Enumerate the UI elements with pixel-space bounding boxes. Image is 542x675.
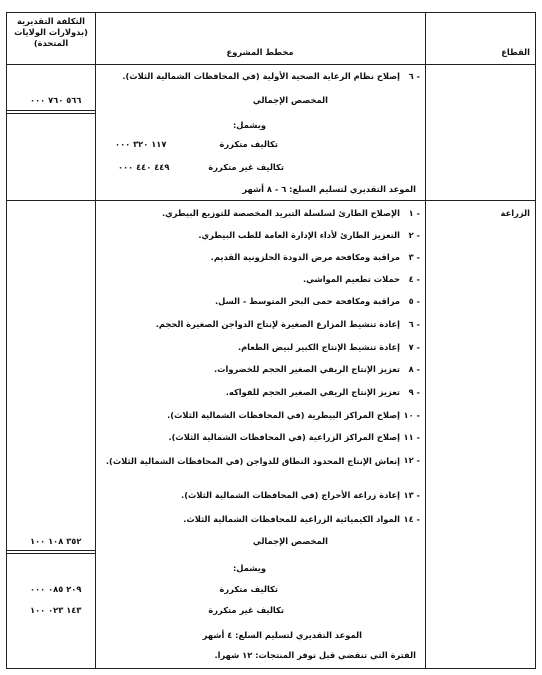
- includes-label: ويشمل:: [232, 563, 266, 573]
- recurring-label: تكاليف متكررة: [219, 584, 278, 594]
- item-text: تعزيز الإنتاج الريفي الصغير الحجم للفواكه.: [225, 387, 400, 397]
- nonrecurring-label: تكاليف غير متكررة: [208, 605, 284, 615]
- item-number: ١٣ -: [403, 490, 420, 500]
- item-number: ٣ -: [408, 252, 420, 262]
- item-number: ٧ -: [408, 342, 420, 352]
- item-number: ١٤ -: [403, 514, 420, 524]
- item-number: ٦ -: [408, 71, 420, 81]
- recurring-value: ١١٧ ٣٢٠ ٠٠٠: [115, 139, 167, 149]
- recurring-label: تكاليف متكررة: [219, 139, 278, 149]
- item-number: ٦ -: [408, 319, 420, 329]
- table-top-border: [6, 12, 536, 13]
- item-number: ١٢ -: [403, 455, 420, 465]
- header-cost-line: (بدولارات الولايات: [14, 27, 88, 37]
- table-bottom-border: [6, 668, 536, 669]
- sector-column-border: [425, 12, 426, 669]
- item-number: ٤ -: [408, 274, 420, 284]
- table-right-border: [535, 12, 536, 669]
- cost-total-underline: [6, 553, 96, 554]
- sector-name: الزراعة: [500, 208, 530, 218]
- cost-total-underline: [6, 110, 96, 111]
- header-cost-line: التكلفة التقديرية: [17, 16, 85, 26]
- delivery-note: الموعد التقديري لتسليم السلع: ٤ أشهر: [202, 630, 362, 640]
- item-number: ٨ -: [408, 364, 420, 374]
- period-note: الفترة التي تنقضي قبل توفر المنتجات: ١٢ شهرا.: [214, 650, 416, 660]
- item-text: إنعاش الإنتاج المحدود النطاق للدواجن (في المحافظات الشمالية الثلاث).: [105, 456, 400, 466]
- item-number: ٩ -: [408, 387, 420, 397]
- item-text: مراقبة ومكافحة حمى البحر المتوسط - السل.: [215, 296, 400, 306]
- header-bottom-border: [6, 64, 536, 65]
- recurring-value: ٢٠٩ ٠٨٥ ٠٠٠: [30, 584, 82, 594]
- header-plan: مخطط المشروع: [226, 47, 294, 57]
- delivery-note: الموعد التقديري لتسليم السلع: ٦ - ٨ أشهر: [242, 184, 416, 194]
- item-text: تعزيز الإنتاج الريفي الصغير الحجم للخضروات.: [214, 364, 400, 374]
- item-text: إعادة تنشيط الإنتاج الكبير لبيض الطعام.: [237, 342, 400, 352]
- cost-total-underline: [6, 550, 96, 551]
- item-text: إصلاح المراكز الزراعية (في المحافظات الشمالية الثلاث).: [168, 432, 400, 442]
- item-number: ٢ -: [408, 230, 420, 240]
- item-text: الإصلاح الطارئ لسلسلة التبريد المخصصة للتوزيع البيطري.: [161, 208, 400, 218]
- item-text: إصلاح نظام الرعاية الصحية الأولية (في المحافظات الشمالية الثلاث).: [122, 71, 400, 81]
- total-label: المخصص الإجمالي: [252, 95, 328, 105]
- section-divider: [6, 200, 536, 201]
- item-number: ١ -: [408, 208, 420, 218]
- item-text: إعادة تنشيط المزارع الصغيرة لإنتاج الدواجن الصغيرة الحجم.: [155, 319, 400, 329]
- item-text: حملات تطعيم المواشي.: [302, 274, 400, 284]
- nonrecurring-label: تكاليف غير متكررة: [208, 162, 284, 172]
- item-number: ١٠ -: [403, 410, 420, 420]
- item-text: إصلاح المراكز البيطرية (في المحافظات الشمالية الثلاث).: [167, 410, 400, 420]
- total-value: ٥٦٦ ٧٦٠ ٠٠٠: [30, 95, 82, 105]
- nonrecurring-value: ١٤٣ ٠٢٣ ١٠٠: [30, 605, 82, 615]
- header-cost: [8, 16, 94, 49]
- item-text: المواد الكيميائية الزراعية للمحافظات الشمالية الثلاث.: [183, 514, 400, 524]
- cost-total-underline: [6, 113, 96, 114]
- item-text: مراقبة ومكافحة مرض الدودة الحلزونية القديم.: [210, 252, 400, 262]
- item-text: إعادة زراعة الأحراج (في المحافظات الشمالية الثلاث).: [181, 490, 400, 500]
- includes-label: ويشمل:: [232, 120, 266, 130]
- header-sector: القطاع: [501, 47, 530, 57]
- item-text: التعزيز الطارئ لأداء الإدارة العامة للطب البيطري.: [198, 230, 400, 240]
- total-label: المخصص الإجمالي: [252, 536, 328, 546]
- item-number: ٥ -: [408, 296, 420, 306]
- header-cost-line: المتحدة): [33, 38, 69, 48]
- item-number: ١١ -: [403, 432, 420, 442]
- total-value: ٣٥٢ ١٠٨ ١٠٠: [30, 536, 82, 546]
- nonrecurring-value: ٤٤٩ ٤٤٠ ٠٠٠: [118, 162, 170, 172]
